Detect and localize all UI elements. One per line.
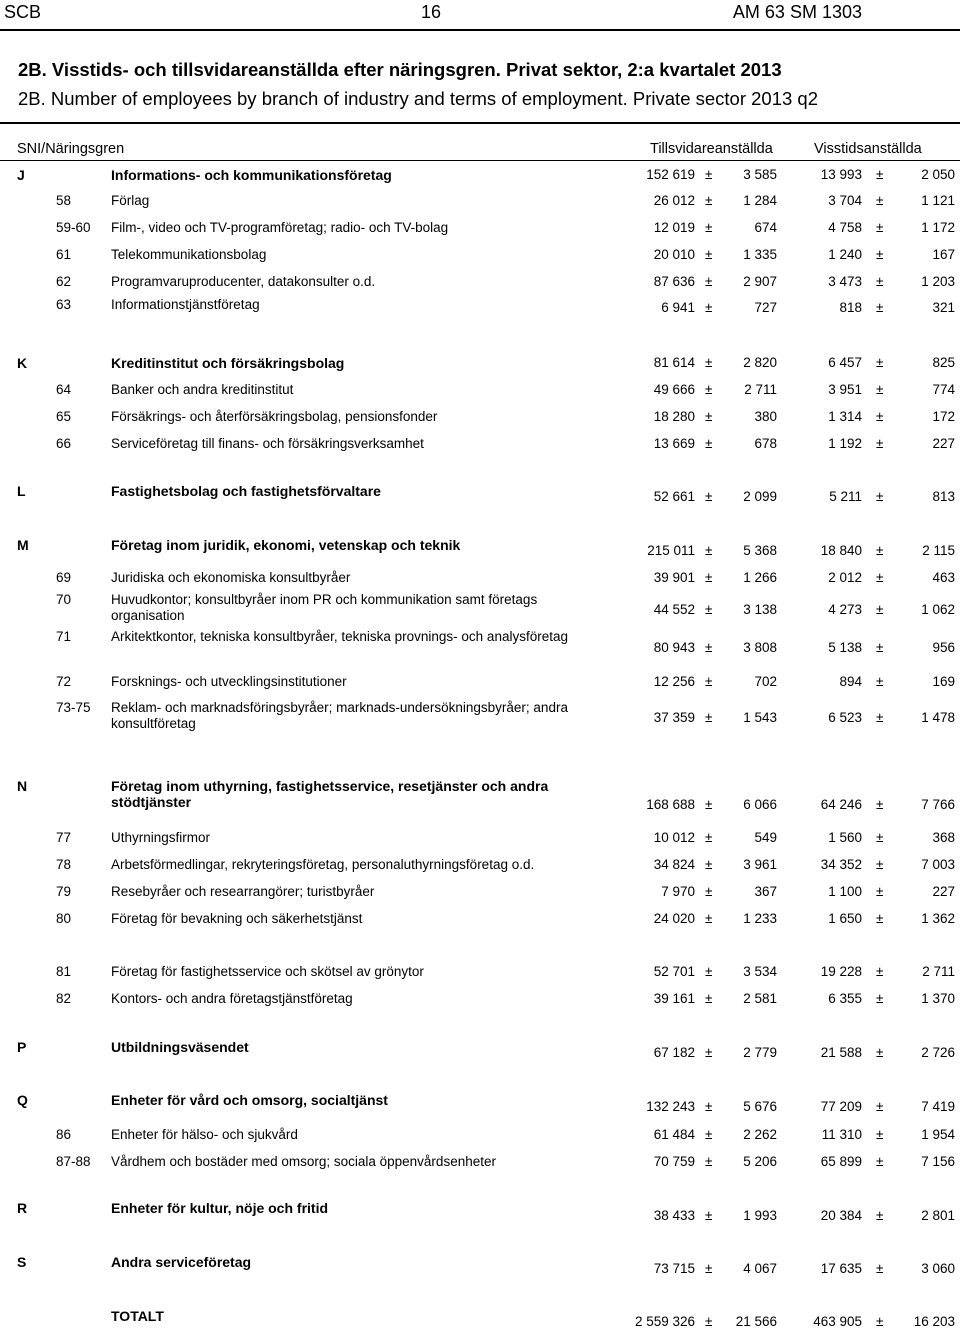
- temporary-value: 463 905: [813, 1314, 862, 1329]
- permanent-value: 80 943: [653, 640, 695, 655]
- permanent-value: 87 636: [653, 274, 695, 289]
- plus-minus-sign: ±: [705, 570, 713, 585]
- plus-minus-sign: ±: [876, 570, 884, 585]
- plus-minus-sign: ±: [705, 857, 713, 872]
- temporary-margin: 1 954: [921, 1127, 955, 1142]
- sni-code: 86: [56, 1127, 72, 1142]
- sni-code: 87-88: [56, 1154, 91, 1169]
- temporary-margin: 2 050: [921, 167, 955, 182]
- temporary-value: 34 352: [820, 857, 862, 872]
- temporary-margin: 169: [932, 674, 955, 689]
- permanent-margin: 2 907: [743, 274, 777, 289]
- permanent-value: 39 161: [653, 991, 695, 1006]
- temporary-margin: 7 766: [921, 797, 955, 812]
- permanent-value: 73 715: [653, 1261, 695, 1276]
- plus-minus-sign: ±: [876, 1045, 884, 1060]
- branch-name: Fastighetsbolag och fastighetsförvaltare: [111, 483, 381, 499]
- permanent-margin: 727: [754, 300, 777, 315]
- branch-name: Utbildningsväsendet: [111, 1039, 249, 1055]
- temporary-value: 20 384: [820, 1208, 862, 1223]
- temporary-margin: 3 060: [921, 1261, 955, 1276]
- permanent-margin: 3 534: [743, 964, 777, 979]
- plus-minus-sign: ±: [876, 991, 884, 1006]
- plus-minus-sign: ±: [705, 167, 713, 182]
- permanent-margin: 5 206: [743, 1154, 777, 1169]
- branch-name: Telekommunikationsbolag: [111, 247, 267, 262]
- temporary-margin: 1 478: [921, 710, 955, 725]
- plus-minus-sign: ±: [876, 797, 884, 812]
- temporary-value: 13 993: [820, 167, 862, 182]
- plus-minus-sign: ±: [705, 436, 713, 451]
- permanent-margin: 549: [754, 830, 777, 845]
- plus-minus-sign: ±: [705, 964, 713, 979]
- permanent-margin: 4 067: [743, 1261, 777, 1276]
- temporary-value: 1 240: [828, 247, 862, 262]
- plus-minus-sign: ±: [876, 1154, 884, 1169]
- sni-code: 62: [56, 274, 72, 289]
- column-header-temporary: Visstidsanställda: [814, 141, 922, 157]
- sni-code: 80: [56, 911, 72, 926]
- permanent-margin: 702: [754, 674, 777, 689]
- branch-name: Programvaruproducenter, datakonsulter o.d.: [111, 274, 376, 289]
- branch-name: Företag för fastighetsservice och skötsel av grönytor: [111, 964, 424, 979]
- temporary-value: 11 310: [821, 1127, 862, 1142]
- plus-minus-sign: ±: [876, 220, 884, 235]
- branch-name: Juridiska och ekonomiska konsultbyråer: [111, 570, 351, 585]
- branch-name: Kontors- och andra företagstjänstföretag: [111, 991, 353, 1006]
- column-header-permanent: Tillsvidareanställda: [650, 141, 773, 157]
- plus-minus-sign: ±: [876, 382, 884, 397]
- temporary-margin: 813: [932, 489, 955, 504]
- temporary-value: 1 560: [828, 830, 862, 845]
- plus-minus-sign: ±: [876, 167, 884, 182]
- temporary-value: 19 228: [820, 964, 862, 979]
- temporary-value: 18 840: [820, 543, 862, 558]
- section-letter: L: [17, 483, 26, 499]
- sni-code: 77: [56, 830, 72, 845]
- sni-code: 64: [56, 382, 72, 397]
- branch-name: Enheter för kultur, nöje och fritid: [111, 1200, 329, 1216]
- plus-minus-sign: ±: [705, 193, 713, 208]
- plus-minus-sign: ±: [876, 830, 884, 845]
- permanent-value: 6 941: [661, 300, 695, 315]
- plus-minus-sign: ±: [705, 355, 713, 370]
- plus-minus-sign: ±: [876, 1099, 884, 1114]
- plus-minus-sign: ±: [876, 1208, 884, 1223]
- branch-name: Forsknings- och utvecklingsinstitutioner: [111, 674, 347, 689]
- plus-minus-sign: ±: [876, 489, 884, 504]
- permanent-value: 49 666: [653, 382, 695, 397]
- temporary-value: 1 650: [828, 911, 862, 926]
- temporary-margin: 825: [932, 355, 955, 370]
- sni-code: 79: [56, 884, 72, 899]
- sni-code: 81: [56, 964, 72, 979]
- plus-minus-sign: ±: [705, 1261, 713, 1276]
- plus-minus-sign: ±: [876, 884, 884, 899]
- branch-name: Resebyråer och researrangörer; turistbyråer: [111, 884, 375, 899]
- plus-minus-sign: ±: [876, 193, 884, 208]
- section-letter: R: [17, 1200, 28, 1216]
- temporary-margin: 1 172: [921, 220, 955, 235]
- sni-code: 78: [56, 857, 72, 872]
- permanent-margin: 367: [754, 884, 777, 899]
- permanent-value: 52 701: [653, 964, 695, 979]
- branch-name: Informations- och kommunikationsföretag: [111, 167, 392, 183]
- branch-name: Huvudkontor; konsultbyråer inom PR och kommunikation samt företags organisation: [111, 592, 538, 623]
- sni-code: 65: [56, 409, 72, 424]
- temporary-value: 17 635: [820, 1261, 862, 1276]
- temporary-margin: 368: [932, 830, 955, 845]
- temporary-value: 65 899: [820, 1154, 862, 1169]
- permanent-value: 26 012: [653, 193, 695, 208]
- plus-minus-sign: ±: [876, 710, 884, 725]
- branch-name: TOTALT: [111, 1308, 164, 1324]
- plus-minus-sign: ±: [705, 489, 713, 504]
- permanent-value: 13 669: [653, 436, 695, 451]
- plus-minus-sign: ±: [705, 382, 713, 397]
- temporary-value: 5 211: [829, 489, 862, 504]
- permanent-value: 39 901: [653, 570, 695, 585]
- temporary-margin: 1 203: [921, 274, 955, 289]
- plus-minus-sign: ±: [876, 1127, 884, 1142]
- sni-code: 82: [56, 991, 72, 1006]
- permanent-margin: 1 335: [743, 247, 777, 262]
- branch-name: Försäkrings- och återförsäkringsbolag, pensionsfonder: [111, 409, 438, 424]
- branch-name: Andra serviceföretag: [111, 1254, 252, 1270]
- temporary-value: 77 209: [820, 1099, 862, 1114]
- temporary-value: 894: [839, 674, 862, 689]
- permanent-value: 12 019: [653, 220, 695, 235]
- branch-name: Arbetsförmedlingar, rekryteringsföretag, personaluthyrningsföretag o.d.: [111, 857, 535, 872]
- plus-minus-sign: ±: [705, 1314, 713, 1329]
- sni-code: 71: [56, 629, 72, 644]
- plus-minus-sign: ±: [876, 857, 884, 872]
- plus-minus-sign: ±: [705, 543, 713, 558]
- column-header-branch: SNI/Näringsgren: [17, 141, 125, 157]
- plus-minus-sign: ±: [705, 220, 713, 235]
- permanent-value: 152 619: [646, 167, 695, 182]
- permanent-margin: 1 543: [743, 710, 777, 725]
- temporary-value: 1 100: [828, 884, 862, 899]
- plus-minus-sign: ±: [876, 436, 884, 451]
- temporary-margin: 1 362: [921, 911, 955, 926]
- permanent-margin: 678: [754, 436, 777, 451]
- plus-minus-sign: ±: [876, 1314, 884, 1329]
- branch-name: Film-, video och TV-programföretag; radio- och TV-bolag: [111, 220, 449, 235]
- temporary-value: 3 473: [828, 274, 862, 289]
- temporary-margin: 1 370: [921, 991, 955, 1006]
- permanent-value: 37 359: [653, 710, 695, 725]
- permanent-value: 38 433: [653, 1208, 695, 1223]
- sni-code: 72: [56, 674, 72, 689]
- plus-minus-sign: ±: [705, 674, 713, 689]
- plus-minus-sign: ±: [705, 602, 713, 617]
- permanent-value: 18 280: [653, 409, 695, 424]
- permanent-value: 34 824: [653, 857, 695, 872]
- permanent-value: 24 020: [653, 911, 695, 926]
- plus-minus-sign: ±: [705, 1208, 713, 1223]
- temporary-value: 3 951: [828, 382, 862, 397]
- plus-minus-sign: ±: [705, 1099, 713, 1114]
- temporary-margin: 2 801: [921, 1208, 955, 1223]
- branch-name: Företag för bevakning och säkerhetstjänst: [111, 911, 363, 926]
- plus-minus-sign: ±: [705, 797, 713, 812]
- branch-name: Informationstjänstföretag: [111, 297, 260, 312]
- permanent-margin: 1 233: [743, 911, 777, 926]
- plus-minus-sign: ±: [876, 274, 884, 289]
- branch-name: Företag inom juridik, ekonomi, vetenskap och teknik: [111, 537, 461, 553]
- branch-name: Företag inom uthyrning, fastighetsservice, resetjänster och andra stödtjänster: [111, 778, 549, 810]
- permanent-margin: 2 820: [743, 355, 777, 370]
- section-letter: J: [17, 167, 25, 183]
- temporary-value: 6 523: [828, 710, 862, 725]
- section-letter: P: [17, 1039, 27, 1055]
- temporary-margin: 16 203: [913, 1314, 955, 1329]
- plus-minus-sign: ±: [705, 1154, 713, 1169]
- permanent-margin: 2 581: [743, 991, 777, 1006]
- temporary-margin: 321: [932, 300, 955, 315]
- permanent-margin: 2 779: [743, 1045, 777, 1060]
- permanent-margin: 3 138: [743, 602, 777, 617]
- temporary-margin: 167: [932, 247, 955, 262]
- title-english: 2B. Number of employees by branch of industry and terms of employment. Private sector 2013 q2: [18, 88, 819, 109]
- plus-minus-sign: ±: [705, 409, 713, 424]
- temporary-margin: 227: [932, 884, 955, 899]
- temporary-margin: 956: [932, 640, 955, 655]
- plus-minus-sign: ±: [876, 964, 884, 979]
- temporary-value: 64 246: [820, 797, 862, 812]
- plus-minus-sign: ±: [876, 1261, 884, 1276]
- page-number: 16: [421, 2, 442, 22]
- permanent-value: 61 484: [653, 1127, 695, 1142]
- permanent-value: 7 970: [661, 884, 695, 899]
- section-letter: M: [17, 537, 29, 553]
- permanent-margin: 1 266: [743, 570, 777, 585]
- temporary-value: 6 355: [828, 991, 862, 1006]
- plus-minus-sign: ±: [876, 911, 884, 926]
- header-right: AM 63 SM 1303: [732, 2, 862, 22]
- temporary-value: 4 273: [828, 602, 862, 617]
- temporary-margin: 7 156: [921, 1154, 955, 1169]
- temporary-value: 4 758: [828, 220, 862, 235]
- plus-minus-sign: ±: [876, 300, 884, 315]
- temporary-value: 818: [839, 300, 862, 315]
- branch-name: Arkitektkontor, tekniska konsultbyråer, tekniska provnings- och analysföretag: [111, 629, 568, 644]
- title-swedish: 2B. Visstids- och tillsvidareanställda efter näringsgren. Privat sektor, 2:a kvartalet 2013: [18, 59, 782, 80]
- temporary-value: 3 704: [828, 193, 862, 208]
- temporary-margin: 2 115: [922, 543, 955, 558]
- plus-minus-sign: ±: [876, 247, 884, 262]
- branch-name: Vårdhem och bostäder med omsorg; sociala öppenvårdsenheter: [111, 1154, 496, 1169]
- temporary-value: 21 588: [820, 1045, 862, 1060]
- permanent-margin: 3 961: [743, 857, 777, 872]
- permanent-value: 20 010: [653, 247, 695, 262]
- plus-minus-sign: ±: [705, 991, 713, 1006]
- permanent-margin: 5 676: [743, 1099, 777, 1114]
- permanent-margin: 1 993: [743, 1208, 777, 1223]
- branch-name: Enheter för vård och omsorg, socialtjänst: [111, 1092, 388, 1108]
- plus-minus-sign: ±: [876, 543, 884, 558]
- sni-code: 70: [56, 592, 72, 607]
- permanent-value: 81 614: [653, 355, 695, 370]
- temporary-margin: 774: [932, 382, 955, 397]
- temporary-margin: 227: [932, 436, 955, 451]
- section-letter: S: [17, 1254, 27, 1270]
- permanent-value: 132 243: [646, 1099, 695, 1114]
- temporary-value: 1 192: [828, 436, 862, 451]
- permanent-margin: 6 066: [743, 797, 777, 812]
- section-letter: K: [17, 355, 28, 371]
- temporary-value: 5 138: [828, 640, 862, 655]
- temporary-value: 6 457: [828, 355, 862, 370]
- plus-minus-sign: ±: [876, 409, 884, 424]
- plus-minus-sign: ±: [705, 911, 713, 926]
- permanent-value: 67 182: [653, 1045, 695, 1060]
- section-letter: Q: [17, 1092, 28, 1108]
- branch-name: Kreditinstitut och försäkringsbolag: [111, 355, 345, 371]
- branch-name: Förlag: [111, 193, 150, 208]
- temporary-margin: 1 121: [921, 193, 955, 208]
- plus-minus-sign: ±: [705, 710, 713, 725]
- temporary-margin: 1 062: [921, 602, 955, 617]
- plus-minus-sign: ±: [705, 274, 713, 289]
- temporary-margin: 172: [932, 409, 955, 424]
- temporary-margin: 2 711: [922, 964, 955, 979]
- temporary-margin: 463: [932, 570, 955, 585]
- plus-minus-sign: ±: [876, 674, 884, 689]
- header-left: SCB: [4, 2, 42, 22]
- plus-minus-sign: ±: [705, 1127, 713, 1142]
- permanent-margin: 674: [754, 220, 777, 235]
- temporary-margin: 7 003: [921, 857, 955, 872]
- temporary-margin: 2 726: [921, 1045, 955, 1060]
- branch-name: Uthyrningsfirmor: [111, 830, 211, 845]
- permanent-margin: 1 284: [743, 193, 777, 208]
- temporary-value: 2 012: [828, 570, 862, 585]
- sni-code: 69: [56, 570, 72, 585]
- plus-minus-sign: ±: [705, 640, 713, 655]
- branch-name: Enheter för hälso- och sjukvård: [111, 1127, 298, 1142]
- branch-name: Banker och andra kreditinstitut: [111, 382, 294, 397]
- permanent-margin: 21 566: [735, 1314, 777, 1329]
- plus-minus-sign: ±: [705, 884, 713, 899]
- plus-minus-sign: ±: [876, 355, 884, 370]
- plus-minus-sign: ±: [705, 1045, 713, 1060]
- permanent-margin: 2 262: [743, 1127, 777, 1142]
- permanent-margin: 2 711: [744, 382, 777, 397]
- permanent-value: 12 256: [653, 674, 695, 689]
- sni-code: 59-60: [56, 220, 91, 235]
- branch-name: Serviceföretag till finans- och försäkringsverksamhet: [111, 436, 424, 451]
- sni-code: 63: [56, 297, 72, 312]
- permanent-value: 215 011: [647, 543, 695, 558]
- plus-minus-sign: ±: [876, 640, 884, 655]
- permanent-value: 10 012: [653, 830, 695, 845]
- permanent-value: 2 559 326: [634, 1314, 695, 1329]
- sni-code: 58: [56, 193, 72, 208]
- plus-minus-sign: ±: [876, 602, 884, 617]
- plus-minus-sign: ±: [705, 830, 713, 845]
- temporary-value: 1 314: [828, 409, 862, 424]
- sni-code: 73-75: [56, 700, 91, 715]
- permanent-value: 52 661: [653, 489, 695, 504]
- temporary-margin: 7 419: [921, 1099, 955, 1114]
- sni-code: 61: [56, 247, 72, 262]
- plus-minus-sign: ±: [705, 300, 713, 315]
- permanent-margin: 2 099: [743, 489, 777, 504]
- section-letter: N: [17, 778, 28, 794]
- permanent-margin: 3 808: [743, 640, 777, 655]
- sni-code: 66: [56, 436, 72, 451]
- permanent-margin: 5 368: [743, 543, 777, 558]
- permanent-value: 44 552: [653, 602, 695, 617]
- permanent-value: 168 688: [646, 797, 695, 812]
- branch-name: Reklam- och marknadsföringsbyråer; marknads-undersökningsbyråer; andra konsultföretag: [111, 700, 568, 731]
- plus-minus-sign: ±: [705, 247, 713, 262]
- permanent-value: 70 759: [653, 1154, 695, 1169]
- permanent-margin: 3 585: [743, 167, 777, 182]
- permanent-margin: 380: [754, 409, 777, 424]
